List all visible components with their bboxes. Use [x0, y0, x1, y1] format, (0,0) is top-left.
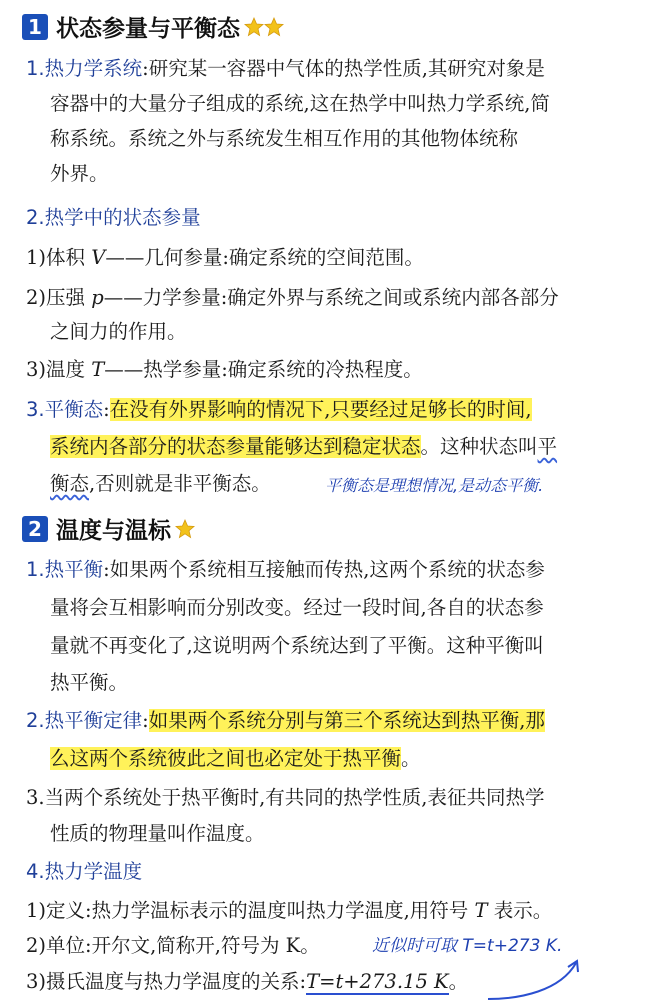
highlighted-text: 如果两个系统分别与第三个系统达到热平衡,那	[148, 709, 545, 732]
colon: :	[103, 558, 110, 581]
state-param-pressure-cont: 之间力的作用。	[50, 320, 187, 343]
section-1-title: 状态参量与平衡态	[56, 16, 240, 42]
symbol: T	[474, 899, 488, 922]
state-param-volume	[26, 244, 424, 272]
star-icon	[264, 17, 284, 37]
body-text: 研究某一容器中气体的热学性质,其研究对象是	[148, 57, 545, 80]
body-text: ,否则就是非平衡态。	[89, 472, 271, 495]
body-text: ——力学参量:确定外界与系统之间或系统内部各部分	[103, 286, 559, 309]
item-thermal-equilibrium-line-1	[26, 556, 545, 584]
item-thermo-system-line-4: 外界。	[50, 162, 109, 185]
thermo-temp-unit: 2)单位:开尔文,简称开,符号为 K。	[26, 934, 320, 957]
body-text: 1)定义:热力学温标表示的温度叫热力学温度,用符号	[26, 899, 475, 922]
state-param-pressure	[26, 284, 559, 312]
item-thermo-system-line-3: 称系统。系统之外与系统发生相互作用的其他物体统称	[50, 127, 519, 150]
label: 2)压强	[26, 286, 92, 309]
body-text: ——几何参量:确定系统的空间范围。	[105, 246, 424, 269]
body-text: 表示。	[487, 899, 553, 922]
thermo-temp-relation	[26, 968, 468, 996]
body-text: 如果两个系统相互接触而传热,这两个系统的状态参	[109, 558, 545, 581]
item-heading: 2.热平衡定律	[26, 709, 143, 732]
section-2-title: 温度与温标	[56, 518, 171, 544]
thermo-temp-definition	[26, 897, 552, 925]
item-thermo-system-line-2: 容器中的大量分子组成的系统,这在热学中叫热力学系统,简	[50, 92, 550, 115]
symbol: T	[91, 358, 105, 381]
item-thermodynamic-temp-heading: 4.热力学温度	[26, 860, 143, 883]
state-param-temperature	[26, 356, 423, 384]
item-thermal-equilibrium-line-4: 热平衡。	[50, 671, 129, 694]
highlighted-text: 在没有外界影响的情况下,只要经过足够长的时间,	[109, 398, 532, 421]
item-zeroth-law-line-2	[50, 745, 421, 773]
star-icon	[244, 17, 264, 37]
handwritten-note-equilibrium: 平衡态是理想情况,是动态平衡.	[325, 476, 544, 495]
item-heading: 1.热力学系统	[26, 57, 143, 80]
item-zeroth-law-line-1	[26, 707, 545, 735]
item-state-params-heading: 2.热学中的状态参量	[26, 206, 201, 229]
item-heading: 3.平衡态	[26, 398, 104, 421]
body-text: 。	[401, 747, 421, 770]
section-1-number: 1	[22, 14, 48, 40]
item-equilibrium-line-3	[50, 470, 271, 498]
body-text: 。	[448, 970, 469, 993]
section-2-header	[22, 512, 195, 545]
wavy-underlined-text: 衡态	[50, 472, 90, 495]
item-thermal-equilibrium-line-2: 量将会互相影响而分别改变。经过一段时间,各自的状态参	[50, 596, 544, 619]
star-icon	[175, 519, 195, 539]
symbol: p	[91, 286, 104, 309]
body-text: 3)摄氏温度与热力学温度的关系:	[26, 970, 307, 993]
wavy-underlined-text: 平	[537, 435, 558, 458]
highlighted-text: 么这两个系统彼此之间也必定处于热平衡	[50, 747, 402, 770]
item-temperature-line-1: 3.当两个系统处于热平衡时,有共同的热学性质,表征共同热学	[26, 786, 545, 809]
highlighted-text: 系统内各部分的状态参量能够达到稳定状态	[50, 435, 421, 458]
body-text: ——热学参量:确定系统的冷热程度。	[104, 358, 423, 381]
handwritten-arrow-icon	[480, 955, 590, 1003]
formula-underlined: T=t+273.15 K	[306, 970, 449, 993]
item-thermo-system-line-1	[26, 55, 545, 83]
colon: :	[142, 709, 149, 732]
colon: :	[142, 57, 149, 80]
handwritten-note-approx: 近似时可取 T=t+273 K.	[372, 936, 563, 956]
label: 1)体积	[26, 246, 92, 269]
item-equilibrium-line-1	[26, 396, 532, 424]
body-text: 。这种状态叫	[420, 435, 538, 458]
item-equilibrium-line-2	[50, 433, 557, 461]
section-1-header	[22, 10, 284, 43]
label: 3)温度	[26, 358, 92, 381]
section-2-number: 2	[22, 516, 48, 542]
symbol: V	[91, 246, 106, 269]
colon: :	[103, 398, 110, 421]
item-heading: 1.热平衡	[26, 558, 104, 581]
item-thermal-equilibrium-line-3: 量就不再变化了,这说明两个系统达到了平衡。这种平衡叫	[50, 634, 544, 657]
item-temperature-line-2: 性质的物理量叫作温度。	[50, 822, 265, 845]
